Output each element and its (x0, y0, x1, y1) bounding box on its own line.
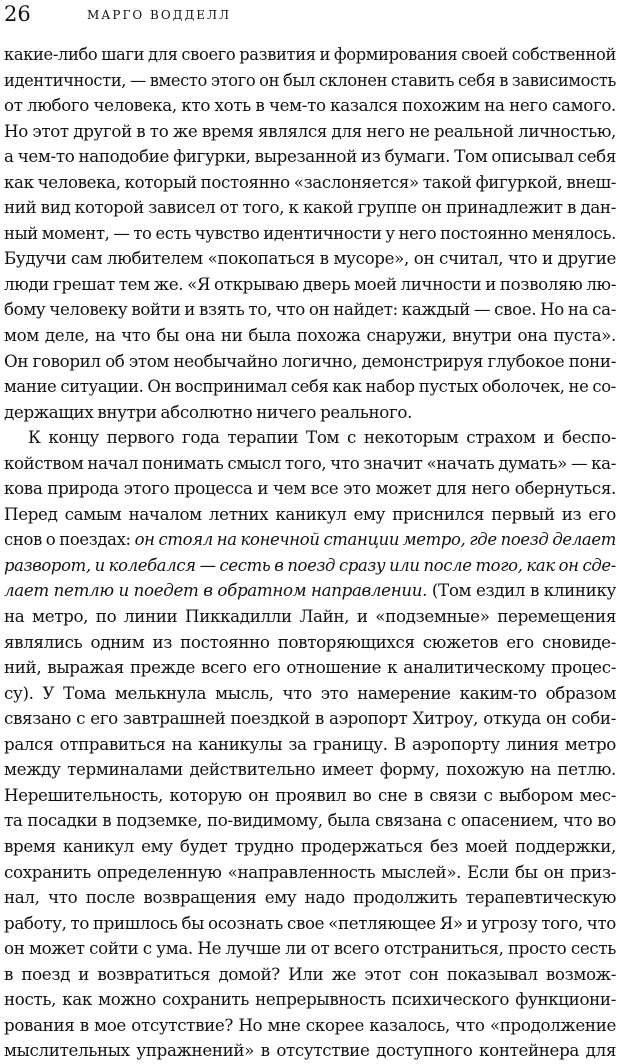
text-line (4, 144, 616, 170)
text-line (4, 808, 616, 834)
text-run: мание ситуации. Он воспринимал себя как набор пустых оболочек, не со- (4, 376, 616, 397)
text-run: К концу первого года терапии Том с некоторым страхом и беспо- (28, 427, 616, 448)
text-run: держащих внутри абсолютно ничего реального. (4, 401, 413, 422)
body-text (4, 42, 616, 1064)
text-line (4, 706, 616, 732)
text-run: рался отправиться на каникулы за границу. В аэропорту линия метро (4, 733, 616, 754)
text-line (4, 681, 616, 707)
text-run: нал, что после возвращения ему надо продолжить терапевтическую (4, 887, 616, 908)
text-line (4, 911, 616, 937)
text-run: на метро, по линии Пиккадилли Лайн, и «подземные» перемещения (4, 606, 616, 627)
text-line (4, 553, 616, 579)
text-line (4, 93, 616, 119)
text-run: Но этот другой в то же время являлся для него не реальной личностью, (4, 120, 616, 141)
text-line (4, 323, 616, 349)
text-line (4, 860, 616, 886)
text-run: а чем-то наподобие фигурки, вырезанной из бумаги. Том описывал себя (4, 146, 616, 167)
text-run: кова природа этого процесса и чем все это может для него обернуться. (4, 478, 616, 499)
text-line (4, 732, 616, 758)
text-run: идентичности, — вместо этого он был склонен ставить себя в зависимость (4, 69, 616, 90)
text-run: Нерешительность, которую он проявил во сне в связи с выбором мес- (4, 784, 616, 805)
text-line (4, 962, 616, 988)
text-run: Будучи сам любителем «покопаться в мусоре», он считал, что и другие (4, 248, 616, 269)
text-run: люди грешат тем же. «Я открываю дверь моей личности и позволяю лю- (4, 273, 616, 294)
text-run: та посадки в подземке, по-видимому, была связана с опасением, что во (4, 810, 616, 831)
text-line (4, 68, 616, 94)
text-run: ный момент, — то есть чувство идентичности у него постоянно менялось. (4, 222, 616, 243)
text-line (4, 502, 616, 528)
text-run: являлись одним из постоянно повторяющихся сюжетов его сновиде- (4, 631, 616, 652)
text-line (4, 170, 616, 196)
text-run: койством начал понимать смысл того, что значит «начать думать» — ка- (4, 452, 616, 473)
text-run: снов о поездах: (4, 529, 135, 550)
text-line (4, 425, 616, 451)
text-run: какие-либо шаги для своего развития и формирования своей собственной (4, 44, 616, 64)
text-run: ность, как можно сохранить непрерывность психического функциони- (4, 989, 616, 1010)
text-run: между терминалами действительно имеет форму, похожую на петлю. (4, 759, 616, 780)
text-run: от любого человека, кто хоть в чем-то казался похожим на него самого. (4, 95, 616, 116)
italic-text: разворот, и колебался — сесть в поезд сразу или после того, как он сде- (4, 554, 616, 575)
text-line (4, 885, 616, 911)
italic-text: он стоял на конечной станции метро, где поезд делает (134, 529, 616, 550)
text-line (4, 400, 616, 426)
text-line (4, 297, 616, 323)
text-run: ний, выражая прежде всего его отношение к аналитическому процес- (4, 657, 616, 678)
text-line (4, 221, 616, 247)
text-run: связано с его завтрашней поездкой в аэропорт Хитроу, откуда он соби- (4, 708, 616, 729)
text-line (4, 757, 616, 783)
text-line (4, 604, 616, 630)
text-line (4, 451, 616, 477)
text-run: мом деле, на что бы она ни была похожа снаружи, внутри она пуста». (4, 325, 616, 346)
text-run: в поезд и возвратиться домой? Или же этот сон показывал возмож- (4, 963, 616, 984)
text-run: ний вид которой зависел от того, к какой группе он принадлежит в дан- (4, 197, 616, 218)
text-run: время каникул ему будет трудно продержаться без моей поддержки, (4, 835, 616, 856)
italic-text: лает петлю и поедет в обратном направлении. (4, 580, 428, 601)
text-line (4, 246, 616, 272)
text-line (4, 527, 616, 553)
text-line (4, 936, 616, 962)
text-line (4, 42, 616, 68)
text-line (4, 630, 616, 656)
text-run: Перед самым началом летних каникул ему приснился первый из его (4, 503, 616, 524)
text-line (4, 272, 616, 298)
text-run: (Том ездил в клинику (427, 580, 616, 601)
text-run: он может сойти с ума. Не лучше ли от всего отстраниться, просто сесть (4, 938, 616, 959)
text-line (4, 1013, 616, 1039)
text-line (4, 987, 616, 1013)
text-line (4, 578, 616, 604)
text-line (4, 195, 616, 221)
text-line (4, 349, 616, 375)
text-run: бому человеку войти и взять то, что он найдет: каждый — свое. Но на са- (4, 299, 616, 320)
text-run: мыслительных упражнений» в отсутствие доступного контейнера для (4, 1040, 616, 1061)
text-line (4, 476, 616, 502)
text-run: работу, то пришлось бы осознать свое «петляющее Я» и угрозу того, что (4, 912, 616, 933)
running-title: МАРГО ВОДДЕЛЛ (87, 8, 232, 22)
text-run: как человека, который постоянно «заслоняется» такой фигуркой, внеш- (4, 171, 616, 192)
text-run: рования в мое отсутствие? Но мне скорее казалось, что «продолжение (4, 1014, 616, 1035)
text-run: су). У Тома мелькнула мысль, что это намерение каким-то образом (4, 682, 616, 703)
text-line (4, 1038, 616, 1064)
text-line (4, 783, 616, 809)
text-run: сохранить определенную «направленность мыслей». Если бы он приз- (4, 861, 616, 882)
text-line (4, 655, 616, 681)
page-number: 26 (4, 2, 31, 26)
text-line (4, 834, 616, 860)
text-line (4, 119, 616, 145)
text-run: Он говорил об этом необычайно логично, демонстрируя глубокое пони- (4, 350, 616, 371)
text-line (4, 374, 616, 400)
